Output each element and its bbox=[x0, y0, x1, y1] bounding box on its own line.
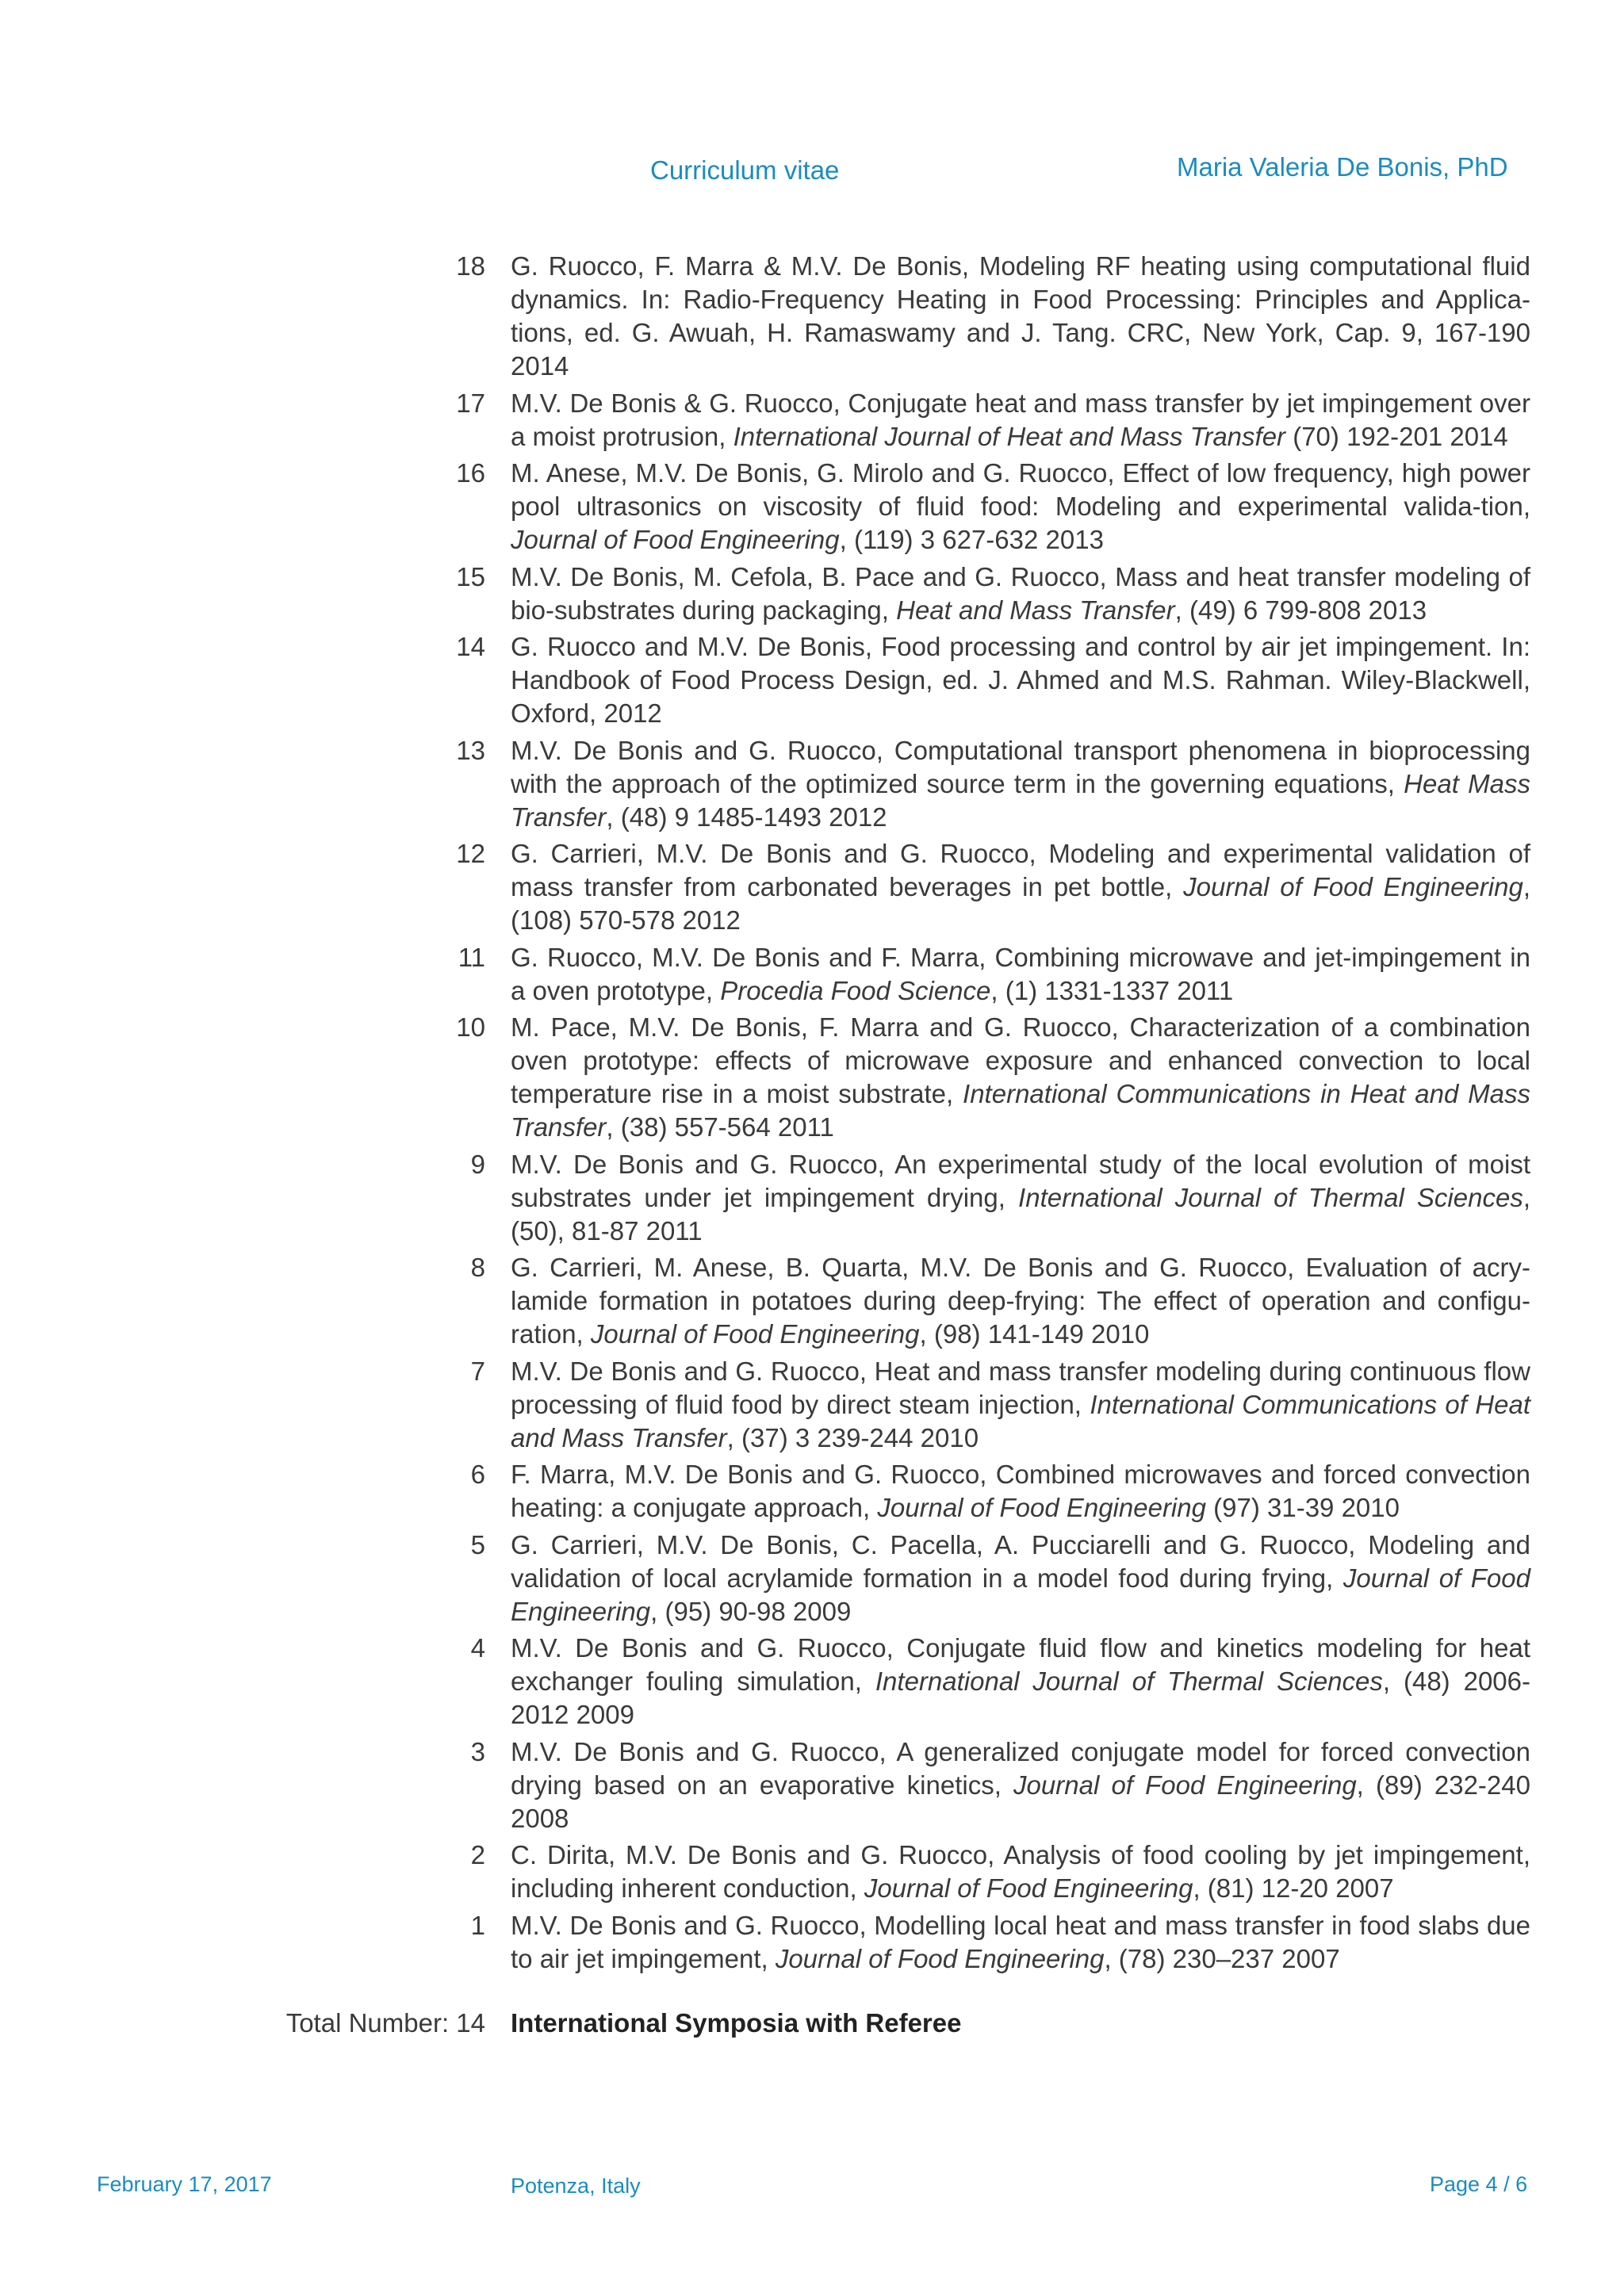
publication-citation bbox=[511, 1909, 1530, 1976]
citation-volume-pages: , (48) 2006-2012 2009 bbox=[511, 1667, 1530, 1729]
citation-journal: Heat and Mass Transfer bbox=[896, 595, 1175, 625]
citation-authors-title: M.V. De Bonis & G. Ruocco, Conjugate heat and mass transfer by jet impingement over a moist protrusion, bbox=[511, 388, 1530, 451]
citation-journal: Procedia Food Science bbox=[720, 975, 991, 1005]
citation-journal: International Journal of Thermal Sciences bbox=[1018, 1182, 1523, 1212]
publication-number: 11 bbox=[458, 942, 485, 972]
citation-authors-title: G. Ruocco, F. Marra & M.V. De Bonis, Modeling RF heating using computational fluid dynamics. In: Radio-Frequency Heating in Food Processing: Principles and Applica-tions, ed. G. Awuah, H. Ramaswamy and J. Tang. CRC, New York, Cap. 9, 167-190 2014 bbox=[511, 251, 1530, 381]
publication-citation bbox=[511, 1735, 1530, 1835]
publication-entry bbox=[444, 1458, 1530, 1529]
publication-entry bbox=[444, 1011, 1530, 1148]
citation-journal: International Communications of Heat and Mass Transfer bbox=[511, 1389, 1530, 1452]
citation-authors-title: G. Carrieri, M.V. De Bonis, C. Pacella, A. Pucciarelli and G. Ruocco, Modeling and validation of local acrylamide formation in a model food during frying, bbox=[511, 1529, 1530, 1593]
publication-entry bbox=[444, 250, 1530, 387]
citation-volume-pages: , (1) 1331-1337 2011 bbox=[990, 975, 1234, 1005]
publication-number: 3 bbox=[470, 1736, 485, 1766]
citation-volume-pages: , (37) 3 239-244 2010 bbox=[726, 1422, 979, 1452]
citation-volume-pages: (70) 192-201 2014 bbox=[1285, 421, 1508, 451]
publication-entry bbox=[444, 1839, 1530, 1909]
citation-journal: Journal of Food Engineering bbox=[1013, 1770, 1357, 1800]
citation-journal: Journal of Food Engineering bbox=[511, 525, 840, 554]
publication-list bbox=[444, 250, 1530, 1979]
publication-entry bbox=[444, 1251, 1530, 1355]
publication-citation bbox=[511, 630, 1530, 730]
citation-volume-pages: , (89) 232-240 2008 bbox=[511, 1770, 1530, 1833]
publication-citation bbox=[511, 1839, 1530, 1905]
citation-authors-title: M.V. De Bonis and G. Ruocco, Modelling local heat and mass transfer in food slabs due to air jet impingement, bbox=[511, 1910, 1530, 1973]
citation-authors-title: M.V. De Bonis and G. Ruocco, An experimental study of the local evolution of moist substrates under jet impingement drying, bbox=[511, 1149, 1530, 1212]
publication-number: 13 bbox=[456, 735, 485, 765]
publication-entry bbox=[444, 837, 1530, 941]
footer-date: February 17, 2017 bbox=[97, 2172, 272, 2196]
publication-number: 15 bbox=[456, 561, 485, 591]
citation-authors-title: M.V. De Bonis and G. Ruocco, Heat and mass transfer modeling during continuous flow processing of fluid food by direct steam injection, bbox=[511, 1356, 1530, 1419]
total-number-label: Total Number: 14 bbox=[285, 2008, 485, 2038]
citation-journal: Heat Mass Transfer bbox=[511, 768, 1530, 832]
citation-volume-pages: , (81) 12-20 2007 bbox=[1193, 1873, 1394, 1903]
publication-number: 9 bbox=[470, 1149, 485, 1179]
citation-volume-pages: , (95) 90-98 2009 bbox=[650, 1596, 852, 1626]
publication-citation bbox=[511, 1529, 1530, 1628]
footer-page-number: Page 4 / 6 bbox=[1430, 2172, 1528, 2196]
citation-volume-pages: , (78) 230–237 2007 bbox=[1104, 1943, 1340, 1973]
publication-number: 16 bbox=[456, 458, 485, 488]
publication-citation bbox=[511, 1251, 1530, 1351]
publication-number: 17 bbox=[456, 388, 485, 418]
publication-number: 12 bbox=[456, 839, 485, 868]
citation-authors-title: M.V. De Bonis and G. Ruocco, A generalized conjugate model for forced convection drying based on an evaporative kinetics, bbox=[511, 1736, 1530, 1800]
publication-citation bbox=[511, 1355, 1530, 1455]
publication-number: 6 bbox=[470, 1460, 485, 1489]
citation-journal: Journal of Food Engineering bbox=[590, 1319, 920, 1349]
publication-number: 10 bbox=[456, 1012, 485, 1042]
publication-citation bbox=[511, 734, 1530, 834]
publication-number: 18 bbox=[456, 251, 485, 281]
publication-citation bbox=[511, 1011, 1530, 1144]
citation-journal: Journal of Food Engineering bbox=[1183, 872, 1523, 901]
publication-citation bbox=[511, 941, 1530, 1008]
publication-entry bbox=[444, 1148, 1530, 1252]
citation-authors-title: C. Dirita, M.V. De Bonis and G. Ruocco, Analysis of food cooling by jet impingement, including inherent conduction, bbox=[511, 1840, 1530, 1903]
publication-entry bbox=[444, 941, 1530, 1012]
publication-citation bbox=[511, 1148, 1530, 1248]
publication-citation bbox=[511, 250, 1530, 383]
citation-journal: Journal of Food Engineering bbox=[877, 1493, 1206, 1522]
publication-entry bbox=[444, 561, 1530, 631]
section-heading: International Symposia with Referee bbox=[511, 2008, 962, 2038]
publication-citation bbox=[511, 1632, 1530, 1732]
footer-location: Potenza, Italy bbox=[511, 2174, 641, 2198]
publication-number: 2 bbox=[470, 1840, 485, 1869]
citation-volume-pages: , (48) 9 1485-1493 2012 bbox=[606, 802, 887, 832]
publication-entry bbox=[444, 1909, 1530, 1980]
citation-journal: International Communications in Heat and Mass Transfer bbox=[511, 1079, 1530, 1142]
citation-journal: Journal of Food Engineering bbox=[511, 1563, 1530, 1626]
citation-authors-title: G. Ruocco, M.V. De Bonis and F. Marra, Combining microwave and jet-impingement in a oven prototype, bbox=[511, 942, 1530, 1005]
citation-journal: International Journal of Heat and Mass Transfer bbox=[733, 421, 1286, 451]
publication-entry bbox=[444, 734, 1530, 838]
publication-number: 5 bbox=[470, 1529, 485, 1559]
citation-journal: Journal of Food Engineering bbox=[775, 1943, 1105, 1973]
citation-authors-title: G. Carrieri, M. Anese, B. Quarta, M.V. De Bonis and G. Ruocco, Evaluation of acry-lamide formation in potatoes during deep-frying: The effect of operation and configu-ration, bbox=[511, 1253, 1530, 1349]
publication-entry bbox=[444, 1529, 1530, 1632]
publication-number: 4 bbox=[470, 1633, 485, 1663]
publication-entry bbox=[444, 1632, 1530, 1735]
publication-number: 8 bbox=[470, 1253, 485, 1282]
publication-citation bbox=[511, 561, 1530, 627]
publication-citation bbox=[511, 457, 1530, 557]
citation-authors-title: M.V. De Bonis, M. Cefola, B. Pace and G. Ruocco, Mass and heat transfer modeling of bio-substrates during packaging, bbox=[511, 561, 1530, 625]
citation-volume-pages: , (119) 3 627-632 2013 bbox=[839, 525, 1104, 554]
citation-volume-pages: (97) 31-39 2010 bbox=[1205, 1493, 1400, 1522]
citation-authors-title: G. Ruocco and M.V. De Bonis, Food processing and control by air jet impingement. In: Handbook of Food Process Design, ed. J. Ahmed and M.S. Rahman. Wiley-Blackwell, Oxford, 2012 bbox=[511, 632, 1530, 728]
publication-citation bbox=[511, 1458, 1530, 1525]
publication-number: 7 bbox=[470, 1356, 485, 1386]
publication-entry bbox=[444, 1355, 1530, 1459]
citation-authors-title: M. Anese, M.V. De Bonis, G. Mirolo and G. Ruocco, Effect of low frequency, high power pool ultrasonics on viscosity of fluid food: Modeling and experimental valida-tion, bbox=[511, 458, 1530, 521]
citation-volume-pages: , (108) 570-578 2012 bbox=[511, 872, 1530, 935]
citation-authors-title: G. Carrieri, M.V. De Bonis and G. Ruocco, Modeling and experimental validation of mass transfer from carbonated beverages in pet bottle, bbox=[511, 839, 1530, 901]
publication-citation bbox=[511, 837, 1530, 937]
citation-volume-pages: , (98) 141-149 2010 bbox=[919, 1319, 1150, 1349]
citation-volume-pages: , (38) 557-564 2011 bbox=[606, 1112, 834, 1142]
publication-entry bbox=[444, 1735, 1530, 1839]
citation-authors-title: F. Marra, M.V. De Bonis and G. Ruocco, Combined microwaves and forced convection heating: a conjugate approach, bbox=[511, 1460, 1530, 1522]
header-author-name: Maria Valeria De Bonis, PhD bbox=[1177, 152, 1508, 182]
publication-citation bbox=[511, 387, 1530, 453]
citation-volume-pages: , (49) 6 799-808 2013 bbox=[1174, 595, 1427, 625]
publication-number: 14 bbox=[456, 632, 485, 661]
publication-entry bbox=[444, 387, 1530, 457]
publication-number: 1 bbox=[470, 1910, 485, 1940]
citation-authors-title: M.V. De Bonis and G. Ruocco, Computational transport phenomena in bioprocessing with the approach of the optimized source term in the governing equations, bbox=[511, 735, 1530, 798]
citation-volume-pages: , (50), 81-87 2011 bbox=[511, 1182, 1530, 1246]
citation-journal: Journal of Food Engineering bbox=[864, 1873, 1193, 1903]
citation-authors-title: M. Pace, M.V. De Bonis, F. Marra and G. Ruocco, Characterization of a combination oven prototype: effects of microwave exposure and enhanced convection to local temperature rise in a moist substrate, bbox=[511, 1012, 1530, 1108]
publication-entry bbox=[444, 630, 1530, 734]
publication-entry bbox=[444, 457, 1530, 561]
citation-authors-title: M.V. De Bonis and G. Ruocco, Conjugate fluid flow and kinetics modeling for heat exchanger fouling simulation, bbox=[511, 1633, 1530, 1696]
header-doc-title: Curriculum vitae bbox=[650, 155, 840, 185]
citation-journal: International Journal of Thermal Sciences bbox=[875, 1667, 1383, 1696]
